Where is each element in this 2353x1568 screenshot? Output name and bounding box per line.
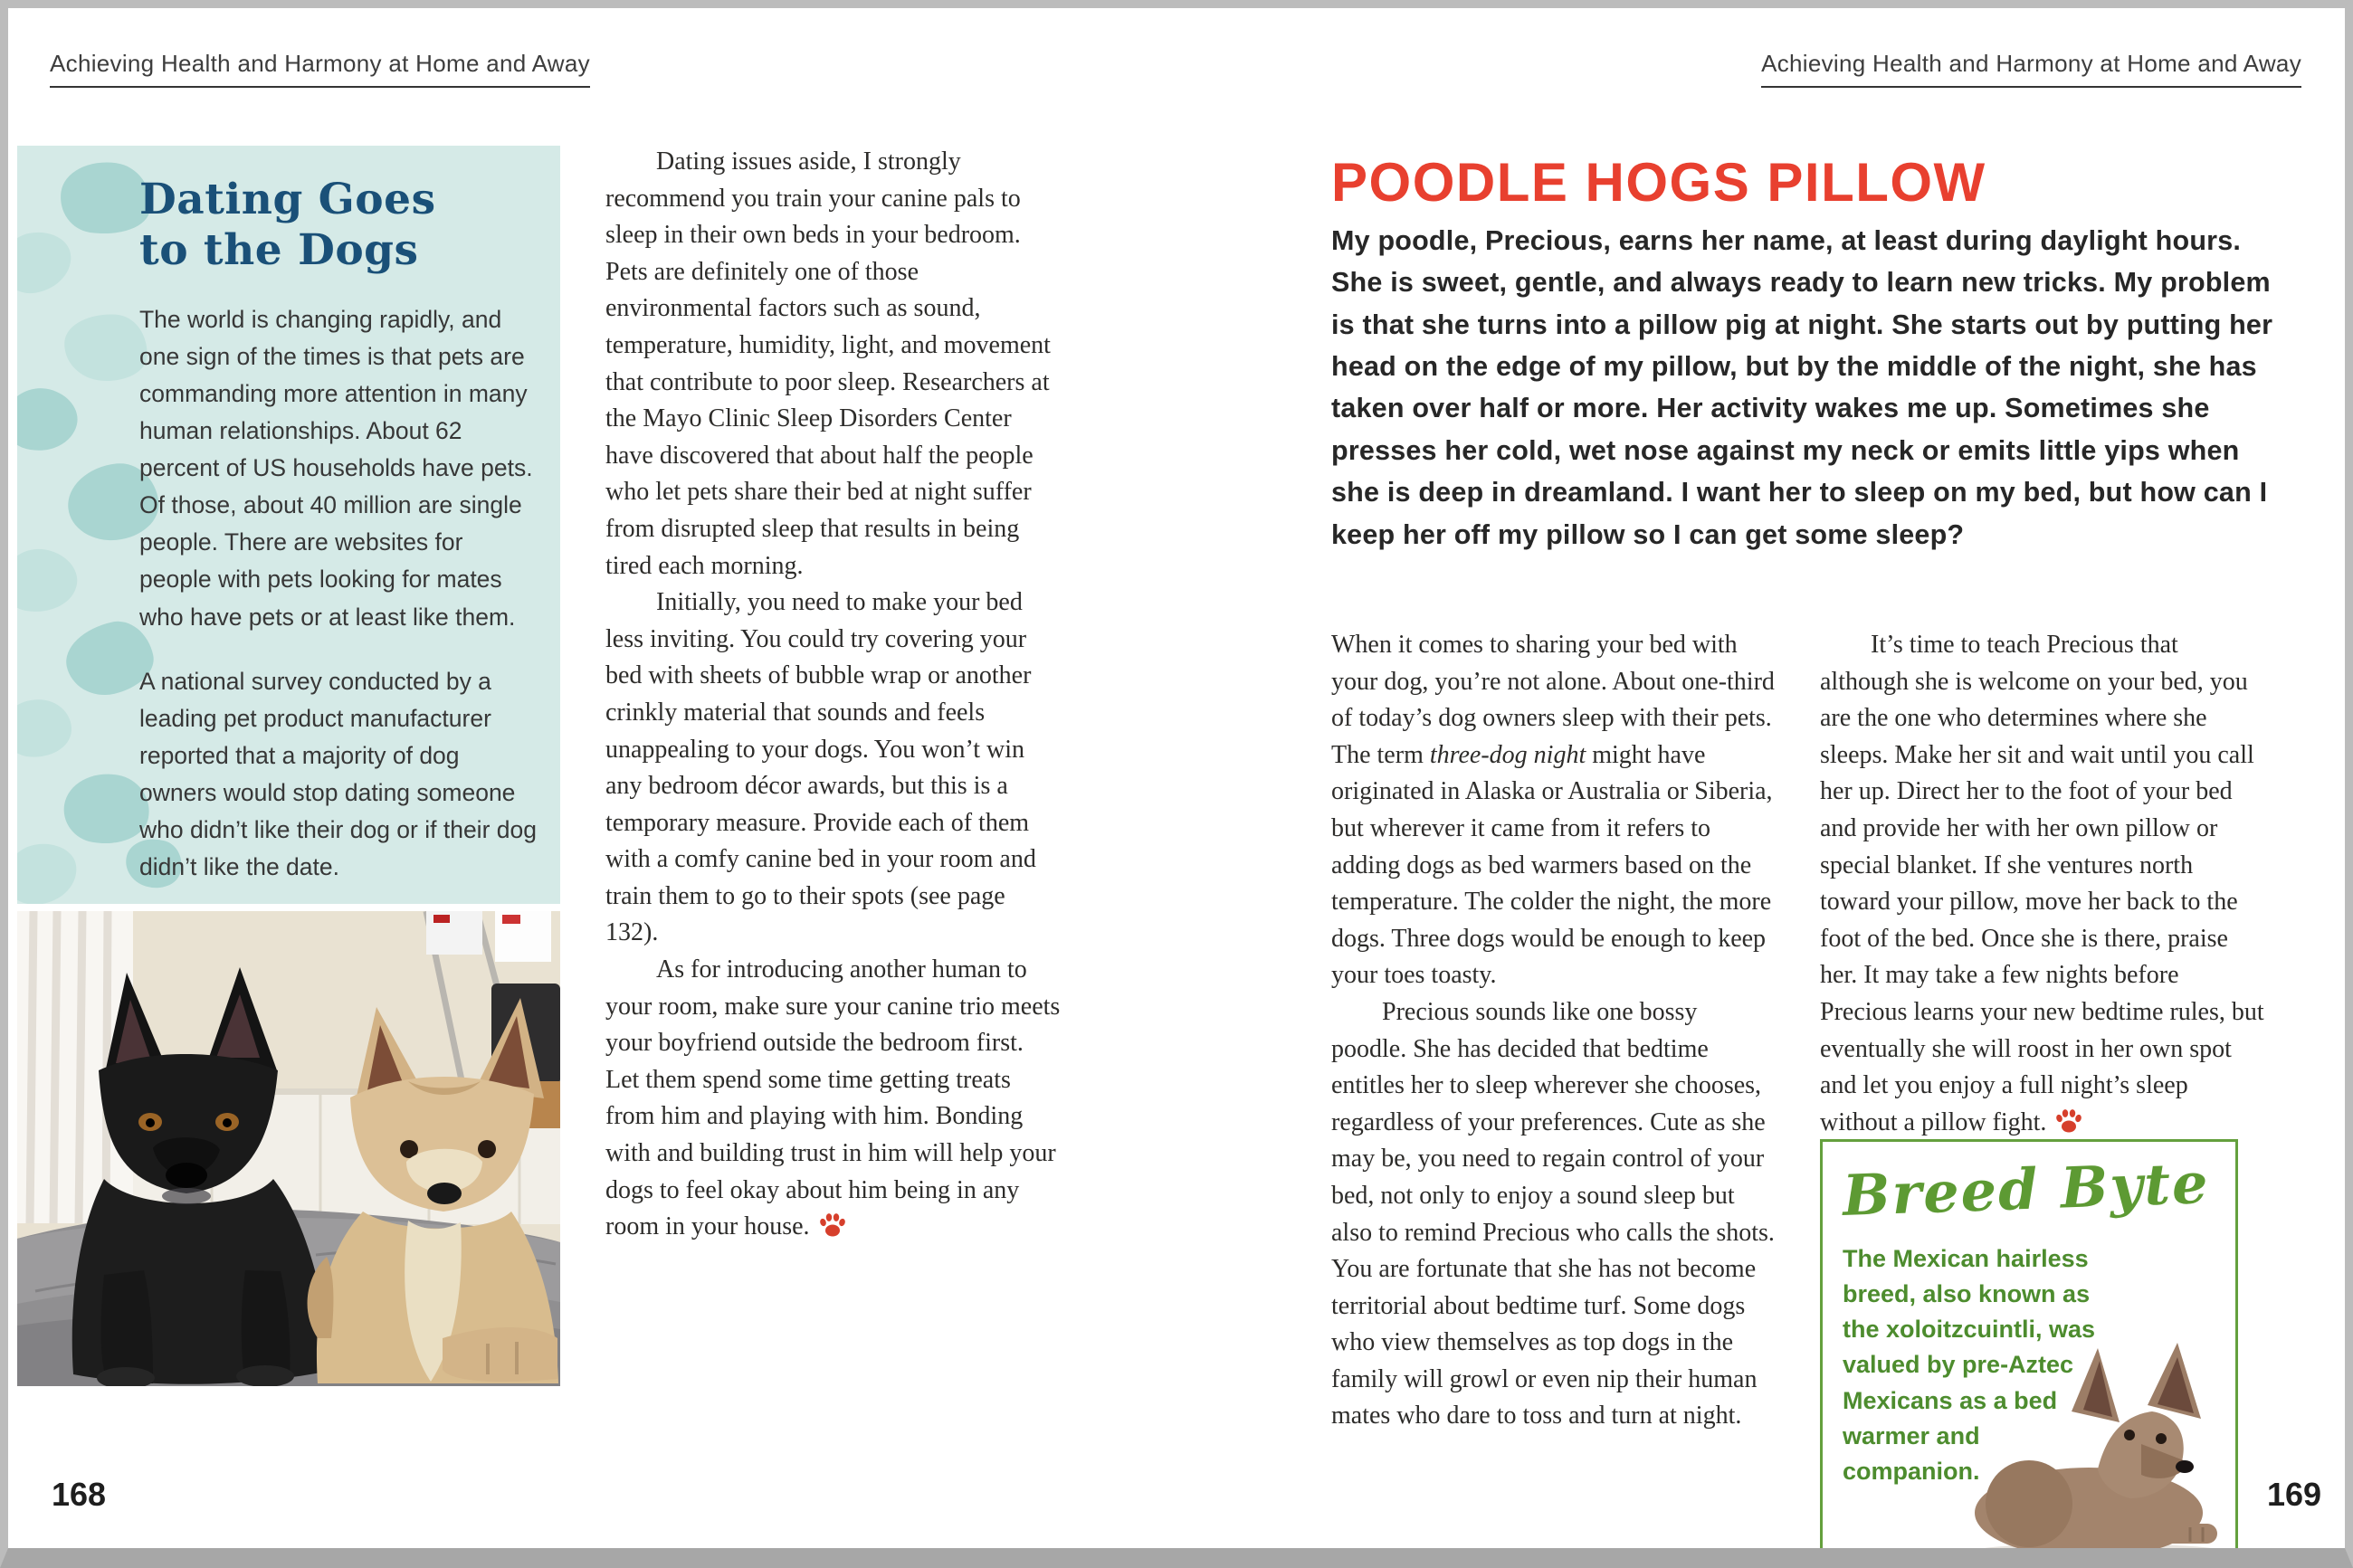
body-paragraph: Precious sounds like one bossy poodle. She has decided that bedtime entitles her to sleep wherever she chooses, regardless of your preferences. Cute as she may be, you need to regain control of your bed, not only to enjoy a sound sleep but also to remind Precious who calls the shots. You are fortunate that she has not become territorial about bedtime turf. Some dogs who view themselves as top dogs in the family will growl or even nip their human mates who dare to toss and turn at night.: [1331, 997, 1775, 1430]
breed-byte-heading: Breed Byte: [1841, 1149, 2211, 1230]
paw-print-icon: [2055, 1107, 2082, 1135]
running-head-right: Achieving Health and Harmony at Home and Away: [1761, 50, 2301, 88]
sidebar-body: [17, 301, 538, 904]
body-paragraph: [605, 952, 1062, 1246]
paragraph-text: As for introducing another human to your room, make sure your canine trio meets your boyfriend outside the bedroom first. Let them spend some time getting treats from him and playing with him. Bonding with and building trust in him will help your dogs to feel okay about him being in any room in your house.: [605, 955, 1061, 1241]
running-head-left: Achieving Health and Harmony at Home and Away: [50, 50, 590, 88]
sidebar-title-line2: to the Dogs: [139, 225, 419, 276]
breed-byte-text: The Mexican hairless breed, also known as the xoloitzcuintli, was valued by pre-Aztec Mexicans as a bed warmer and companion.: [1843, 1245, 2096, 1485]
paragraph-text: It’s time to teach Precious that although she is welcome on your bed, you are the one who determines where she sleeps. Make her sit and wait until you call her up. Direct her to the foot of your bed and provide her with her own pillow or special blanket. If she ventures north toward your pillow, move her back to the foot of the bed. Once she is there, praise her. It may take a few nights before Precious learns your new bedtime rules, but eventually she will roost in her own spot and let you enjoy a full night’s sleep without a pillow fight.: [1820, 631, 2264, 1136]
body-paragraph: [1331, 627, 1777, 994]
question-text: My poodle, Precious, earns her name, at least during daylight hours. She is sweet, gentle, and always ready to learn new tricks. My problem is that she turns into a pillow pig at night. She starts out by putting her head on the edge of my pillow, but by the middle of the night, she has taken over half or more. Her activity wakes me up. Sometimes she presses her cold, wet nose against my neck or emits little yips when she is deep in dreamland. I want her to sleep on my bed, but how can I keep her off my pillow so I can get some sleep?: [1331, 225, 2273, 550]
page-number-left: 168: [52, 1476, 107, 1513]
body-paragraph: [1820, 627, 2265, 1141]
answer-column-1: [1331, 627, 1777, 1435]
sidebar-paragraph: A national survey conducted by a leading pet product manufacturer reported that a majority of dog owners would stop dating someone who didn’t like their dog or if their dog didn’t like the date.: [139, 667, 537, 880]
answer-column-2: [1820, 627, 2265, 1141]
body-paragraph: Initially, you need to make your bed less inviting. You could try covering your bed with sheets of bubble wrap or another crinkly material that sounds and feels unappealing to your dogs. You won’t win any bedroom décor awards, but this is a temporary measure. Provide each of them with a comfy canine bed in your room and train them to go to their spots (see page 132).: [605, 588, 1036, 947]
paw-print-icon: [819, 1212, 846, 1239]
breed-byte-box: [1820, 1139, 2238, 1564]
body-paragraph: Dating issues aside, I strongly recommend you train your canine pals to sleep in their own beds in your bedroom. Pets are definitely one of those environmental factors such as sound, temperature, humidity, light, and movement that contribute to poor sleep. Researchers at the Mayo Clinic Sleep Disorders Center have discovered that about half the people who let pets share their bed at night suffer from disrupted sleep that results in being tired each morning.: [605, 147, 1051, 580]
bedroom-dogs-photo: [17, 911, 560, 1386]
paragraph-text: When it comes to sharing your bed with your dog, you’re not alone. About one-third of today’s dog owners sleep with their pets. The term: [1331, 631, 1775, 769]
article-title: POODLE HOGS PILLOW: [1331, 152, 1986, 213]
sidebar-panel: [17, 146, 560, 904]
sidebar-title: [139, 175, 436, 277]
left-page-text-column: [605, 144, 1062, 1246]
xolo-dog-photo: [1962, 1334, 2234, 1560]
sidebar-paragraph: The world is changing rapidly, and one sign of the times is that pets are commanding more attention in many human relationships. About 62 percent of US households have pets. Of those, about 40 million are single people. There are websites for people with pets looking for mates who have pets or at least like them.: [139, 306, 533, 631]
page-number-right: 169: [2267, 1476, 2322, 1513]
italic-term: three-dog night: [1429, 740, 1586, 769]
paragraph-text: might have originated in Alaska or Australia or Siberia, but wherever it came from it refers to adding dogs as bed warmers based on the temperature. The colder the night, the more dogs. Three dogs would be enough to keep your toes toasty.: [1331, 740, 1773, 990]
sidebar-title-line1: Dating Goes: [139, 175, 436, 224]
